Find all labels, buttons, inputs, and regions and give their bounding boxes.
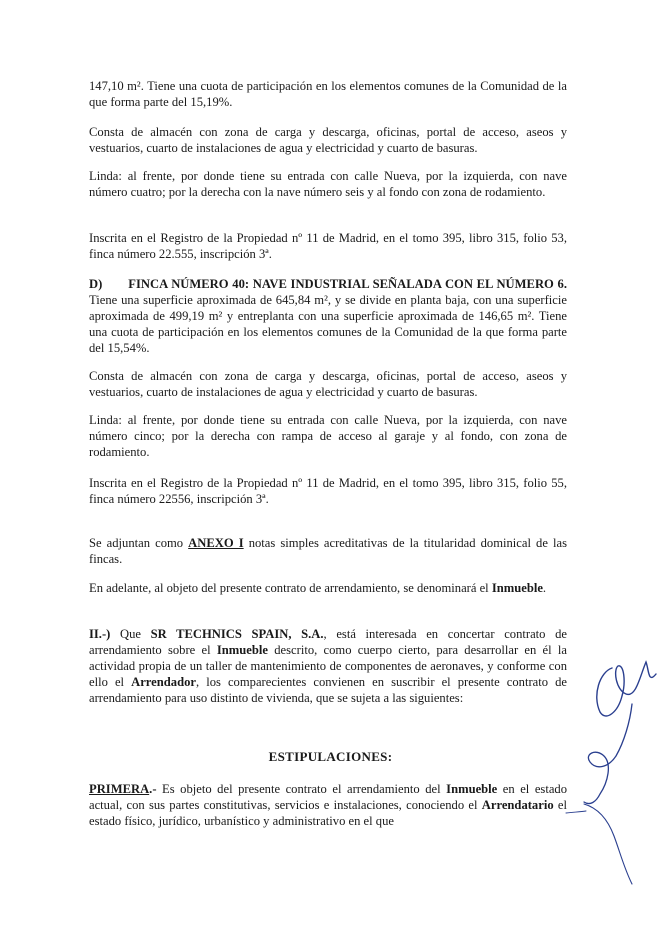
- paragraph-finca-40-inscrita: Inscrita en el Registro de la Propiedad nº 11 de Madrid, en el tomo 395, libro 315, folio 55, finca número 22556, inscripción 3ª.: [89, 476, 567, 507]
- paragraph-finca-39-consta: Consta de almacén con zona de carga y descarga, oficinas, portal de acceso, aseos y vestuarios, cuarto de instalaciones de agua y electricidad y cuarto de basuras.: [89, 125, 567, 156]
- anexo-reference: ANEXO I: [188, 536, 244, 550]
- section-label-ii: II.-): [89, 627, 111, 641]
- paragraph-finca-39-linda: Linda: al frente, por donde tiene su entrada con calle Nueva, por la izquierda, con nave número cuatro; por la derecha con la nave número seis y al fondo con zona de rodamiento.: [89, 169, 567, 200]
- paragraph-inmueble-definition: En adelante, al objeto del presente contrato de arrendamiento, se denominará el Inmueble.: [89, 581, 547, 595]
- paragraph-finca-39-cuota: 147,10 m². Tiene una cuota de participación en los elementos comunes de la Comunidad de la que forma parte del 15,19%.: [89, 79, 567, 110]
- paragraph-anexo: Se adjuntan como ANEXO I notas simples acreditativas de la titularidad dominical de las fincas.: [89, 536, 567, 567]
- paragraph-finca-40: D) FINCA NÚMERO 40: NAVE INDUSTRIAL SEÑALADA CON EL NÚMERO 6. Tiene una superficie aproximada de 645,84 m², y se divide en planta baja, con una superficie aproximada de 499,19 m² y entreplanta con una superficie aproximada de 146,65 m². Tiene una cuota de participación en los elementos comunes de la Comunidad de la que forma parte del 15,54%.: [89, 277, 567, 356]
- estipulaciones-title: ESTIPULACIONES:: [268, 749, 393, 764]
- company-name: SR TECHNICS SPAIN, S.A.: [150, 627, 324, 641]
- primera-label: PRIMERA: [89, 782, 150, 796]
- paragraph-primera: PRIMERA.- Es objeto del presente contrato el arrendamiento del Inmueble en el estado actual, con sus partes constitutivas, servicios e instalaciones, conociendo el Arrendatario el estado físico, jurídico, urbanístico y administrativo en el que: [89, 782, 568, 829]
- paragraph-finca-40-linda: Linda: al frente, por donde tiene su entrada con calle Nueva, por la izquierda, con nave número cinco; por la derecha con rampa de acceso al garaje y al fondo, con zona de rodamiento.: [89, 413, 567, 460]
- section-label-d: D): [89, 277, 103, 291]
- paragraph-finca-40-consta: Consta de almacén con zona de carga y descarga, oficinas, portal de acceso, aseos y vestuarios, cuarto de instalaciones de agua y electricidad y cuarto de basuras.: [89, 369, 567, 400]
- finca-40-heading: FINCA NÚMERO 40: NAVE INDUSTRIAL SEÑALADA CON EL NÚMERO 6.: [128, 277, 567, 291]
- paragraph-ii: II.-) Que SR TECHNICS SPAIN, S.A., está interesada en concertar contrato de arrendamiento sobre el Inmueble descrito, como cuerpo cierto, para desarrollar en él la actividad propia de un taller de mantenimiento de componentes de aeronaves, y conforme con ello el Arrendador, los comparecientes convienen en suscribir el presente contrato de arrendamiento para uso distinto de vivienda, que se sujeta a las siguientes:: [89, 627, 567, 706]
- paragraph-finca-39-inscrita: Inscrita en el Registro de la Propiedad nº 11 de Madrid, en el tomo 395, libro 315, folio 53, finca número 22.555, inscripción 3ª.: [89, 231, 567, 262]
